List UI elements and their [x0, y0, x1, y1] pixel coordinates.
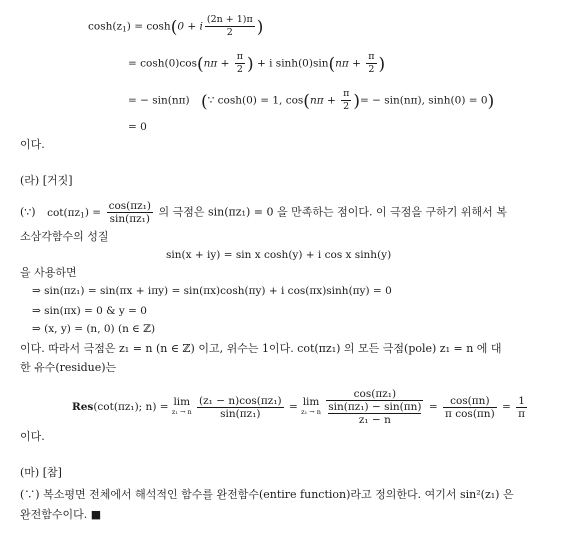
because-note: ∵ cosh(0) = 1, cos: [207, 94, 304, 107]
note-arg: nπ +: [309, 94, 340, 107]
cosh-lhs: cosh(z: [88, 20, 122, 33]
cosh-eq: ) = cosh: [126, 20, 171, 33]
fraction-num: cos(πn): [443, 395, 497, 408]
fraction-num: cos(πz₁): [326, 388, 423, 401]
cot-eq: ) =: [84, 206, 102, 219]
fraction-num: 1: [516, 395, 527, 408]
subscript: 1: [80, 210, 85, 220]
ra-line-2: 소삼각함수의 성질: [20, 230, 109, 243]
expand-b: nπ +: [203, 57, 233, 70]
expand-d: nπ +: [335, 57, 365, 70]
residue-fraction-1: [197, 395, 284, 420]
fraction-num: π: [236, 51, 243, 62]
res-arg: (cot(πz₁); n) =: [93, 401, 169, 413]
cosh-arg: 0 + i: [177, 20, 203, 33]
implication-1: ⇒ sin(πz₁) = sin(πx + iπy) = sin(πx)cosh(πy) + i cos(πx)sinh(πy) = 0: [32, 285, 392, 297]
fraction-den: sin(πz₁): [109, 213, 150, 225]
fraction-den: 2: [236, 64, 243, 75]
note-end: = − sin(nπ), sinh(0) = 0: [359, 94, 488, 107]
implication-2: ⇒ sin(πx) = 0 & y = 0: [32, 305, 147, 317]
limit-sub: z₁ → n: [301, 408, 321, 416]
use-text: 을 사용하면: [20, 266, 77, 279]
fraction-den: 2: [368, 64, 375, 75]
subscript: 1: [121, 24, 127, 34]
because-mark: (∵): [20, 205, 36, 219]
derivation-line-1: $\cosh(z_1) = \cosh(0 + i$ $\frac{(2n + 1)\pi}{2}$ ): [88, 14, 264, 38]
nested-fraction-den: [326, 401, 423, 426]
derivation-line-3: = − sin(nπ) (∵ cosh(0) = 1, cos(nπ + $\frac{\pi}{2}$ )= − sin(nπ), sinh(0) = 0): [128, 88, 495, 112]
text-ida-2: 이다.: [20, 430, 45, 443]
fraction-num: (2n + 1)π: [206, 14, 253, 25]
text-ida: 이다.: [20, 138, 45, 151]
cot-fraction: [107, 200, 153, 225]
limit-word: lim: [302, 396, 320, 408]
equals: =: [289, 401, 298, 413]
derivation-line-4: = 0: [128, 121, 147, 133]
fraction: [341, 88, 351, 113]
equals: =: [502, 401, 511, 413]
limit: [301, 397, 321, 417]
ra-line-1: [20, 200, 507, 225]
residue-fraction-3: [443, 395, 497, 420]
conclusion-line-2: 한 유수(residue)는: [20, 361, 117, 374]
limit-word: lim: [173, 396, 191, 408]
pole-sentence: 의 극점은 sin(πz₁) = 0 을 만족하는 점이다. 이 극점을 구하기 위해서 복: [158, 205, 507, 219]
limit: [172, 397, 192, 417]
res-label: Res: [72, 401, 94, 413]
residue-equation: [72, 388, 529, 426]
residue-fraction-4: [516, 395, 527, 420]
identity-equation: sin(x + iy) = sin x cosh(y) + i cos x sinh(y): [166, 249, 392, 261]
result-a: = − sin(nπ): [128, 94, 190, 107]
fraction: [205, 14, 255, 39]
fraction-num: cos(πz₁): [108, 200, 151, 212]
nested-den: z₁ − n: [358, 414, 391, 426]
derivation-line-2: = cosh(0)cos(nπ + $\frac{\pi}{2}$ ) + i sinh(0)sin(nπ + $\frac{\pi}{2}$ ): [128, 51, 386, 75]
section-heading-ra: (라) [거짓]: [20, 174, 73, 187]
fraction-den: 2: [343, 101, 350, 112]
ma-line-2: 완전함수이다. ■: [20, 508, 102, 521]
conclusion-line-1: 이다. 따라서 극점은 z₁ = n (n ∈ ℤ) 이고, 위수는 1이다. cot(πz₁) 의 모든 극점(pole) z₁ = n 에 대: [20, 342, 502, 355]
fraction-num: π: [368, 51, 375, 62]
fraction-den: sin(πz₁): [220, 407, 261, 420]
section-heading-ma: (마) [참]: [20, 466, 62, 479]
expand-c: + i sinh(0)sin: [256, 57, 329, 70]
implication-3: ⇒ (x, y) = (n, 0) (n ∈ ℤ): [32, 323, 156, 335]
cot-expr: cot(πz: [47, 206, 81, 219]
limit-sub: z₁ → n: [171, 408, 192, 416]
fraction-num: π: [343, 88, 350, 99]
fraction: [366, 51, 376, 76]
ma-line-1: (∵) 복소평면 전체에서 해석적인 함수를 완전함수(entire function)라고 정의한다. 여기서 sin²(z₁) 은: [20, 488, 514, 501]
nested-num: sin(πz₁) − sin(πn): [328, 401, 422, 413]
fraction-den: 2: [226, 27, 233, 38]
fraction-den: π: [518, 407, 526, 420]
residue-fraction-2: [326, 388, 423, 426]
fraction-num: (z₁ − n)cos(πz₁): [199, 394, 282, 407]
fraction-den: π cos(πn): [444, 407, 495, 420]
equals: =: [428, 401, 438, 413]
fraction: [235, 51, 245, 76]
expand-a: = cosh(0)cos: [128, 57, 197, 70]
